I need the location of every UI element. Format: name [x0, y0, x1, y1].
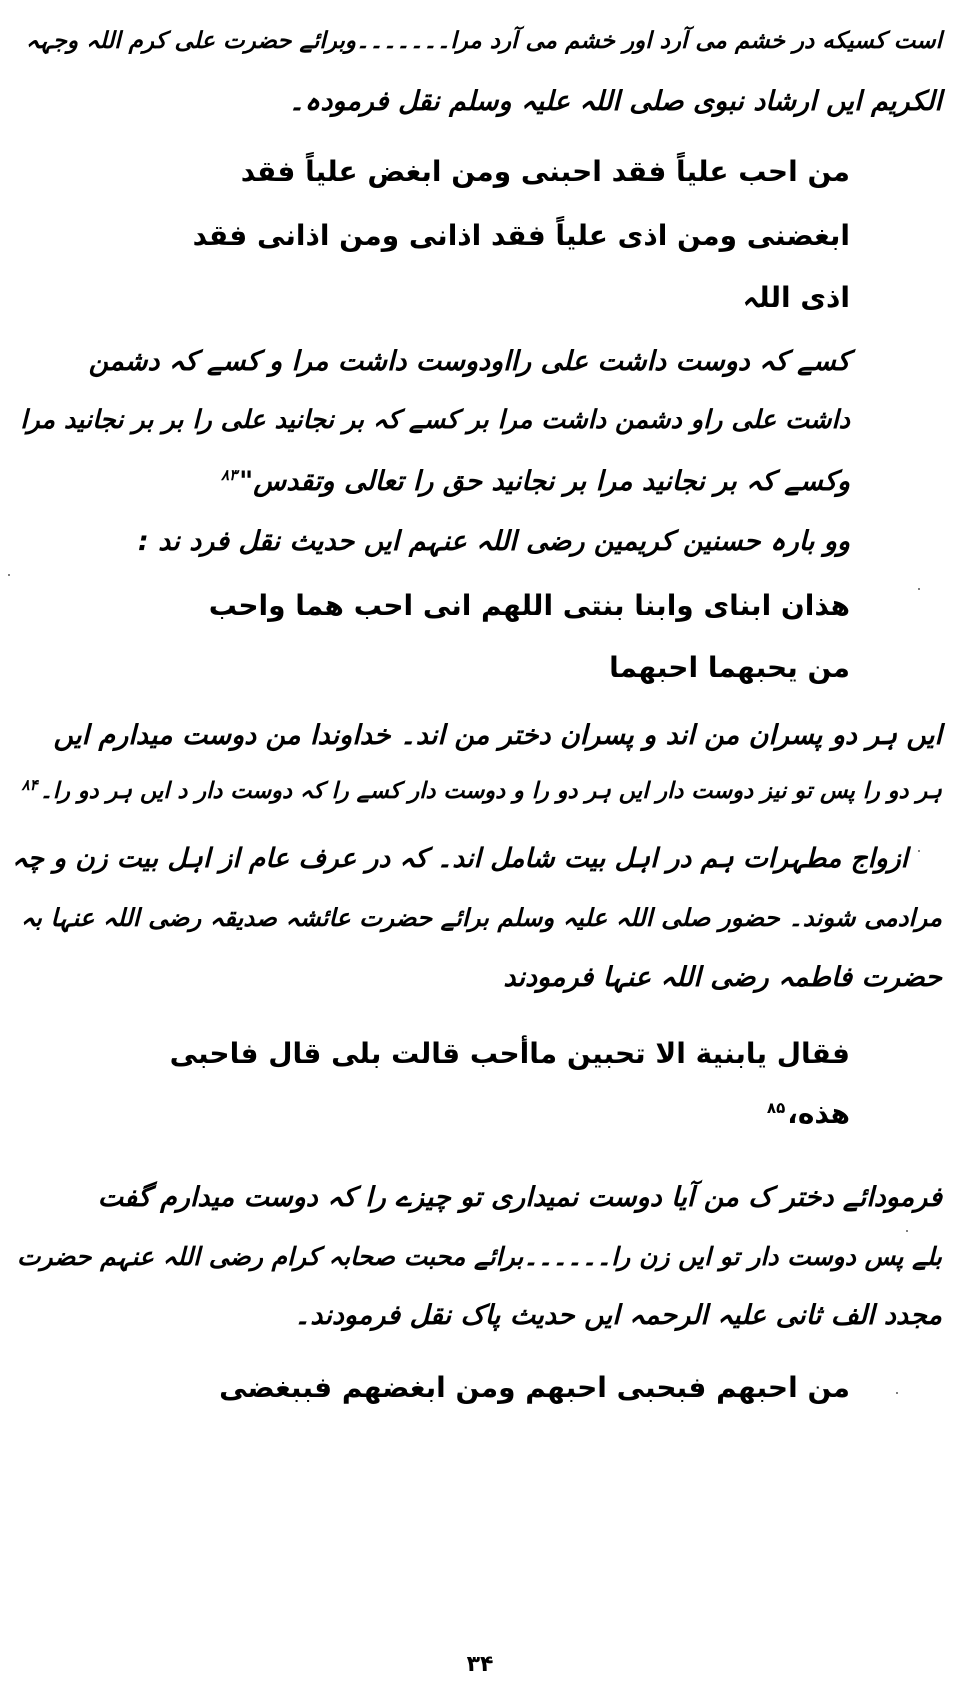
quote-line: من یحبهما احبهما	[609, 651, 850, 684]
quote-line: فقال یابنیة الا تحبین ماأحب قالت بلی قال فاحبی	[169, 1037, 850, 1070]
text-line: بلے پس دوست دار تو ایں زن را۔۔۔۔۔۔برائے محبت صحابہ کرام رضی اللہ عنہم حضرت	[16, 1242, 942, 1271]
text-line	[20, 775, 942, 804]
text-line-content: ہر دو را پس تو نیز دوست دار ایں ہر دو را و دوست دار کسے را کہ دوست دار د ایں ہر دو را۔	[39, 778, 942, 804]
quote-line-content: هذه،	[787, 1097, 850, 1130]
quote-line: من احبهم فبحبی احبهم ومن ابغضهم فببغضی	[219, 1371, 850, 1404]
text-line: مرادمی شوند۔ حضور صلی اللہ علیہ وسلم برائے حضرت عائشہ صدیقہ رضی اللہ عنہا بہ	[20, 903, 942, 932]
text-line: ازواج مطہرات ہم در اہل بیت شامل اند۔ کہ در عرف عام از اہل بیت زن و چہ	[12, 843, 908, 874]
text-line: ایں ہر دو پسران من اند و پسران دختر من اند۔ خداوندا من دوست میدارم ایں	[53, 720, 942, 751]
text-line	[219, 468, 850, 495]
text-line: داشت علی راو دشمن داشت مرا بر کسے کہ بر نجانید علی را بر بر نجانید مرا	[20, 405, 850, 435]
text-line: است کسیکه در خشم می آرد اور خشم می آرد مرا۔۔۔۔۔۔۔وبرائے حضرت علی کرم اللہ وجہہ	[25, 28, 942, 54]
footnote-ref: ۸۴	[21, 775, 38, 794]
page-number: ۳۴	[466, 1652, 494, 1677]
scan-speck	[8, 574, 10, 576]
text-line: الکریم ایں ارشاد نبوی صلی اللہ علیہ وسلم نقل فرمودہ۔	[288, 86, 942, 117]
quote-line: ابغضنی ومن اذی علیاً فقد اذانی ومن اذانی فقد	[192, 219, 850, 252]
scan-speck	[906, 1230, 908, 1232]
quote-line: من احب علیاً فقد احبنی ومن ابغض علیاً فقد	[240, 155, 850, 188]
scan-speck	[918, 588, 920, 590]
text-line: حضرت فاطمہ رضی اللہ عنہا فرمودند	[503, 962, 942, 993]
scan-speck	[918, 850, 920, 852]
text-line: وو بارہ حسنین کریمین رضی اللہ عنہم ایں حدیث نقل فرد ند :	[137, 526, 850, 557]
text-line: مجدد الف ثانی علیہ الرحمہ ایں حدیث پاک نقل فرمودند۔	[294, 1300, 942, 1331]
text-line-content: وکسے کہ بر نجانید مرا بر نجانید حق را تعالی وتقدس"	[239, 466, 850, 497]
quote-line: اذی اللہ	[742, 281, 850, 314]
quote-line	[765, 1097, 850, 1130]
text-line: کسے کہ دوست داشت علی رااودوست داشت مرا و کسے کہ دشمن	[88, 346, 850, 377]
scan-speck	[896, 1392, 898, 1394]
footnote-ref: ۸۵	[766, 1098, 786, 1117]
footnote-ref: ۸۳	[221, 466, 238, 484]
quote-line: هذان ابنای وابنا بنتی اللهم انی احب هما واحب	[208, 589, 850, 622]
text-line: فرمودائے دختر ک من آیا دوست نمیداری تو چیزے را کہ دوست میدارم گفت	[97, 1182, 942, 1213]
